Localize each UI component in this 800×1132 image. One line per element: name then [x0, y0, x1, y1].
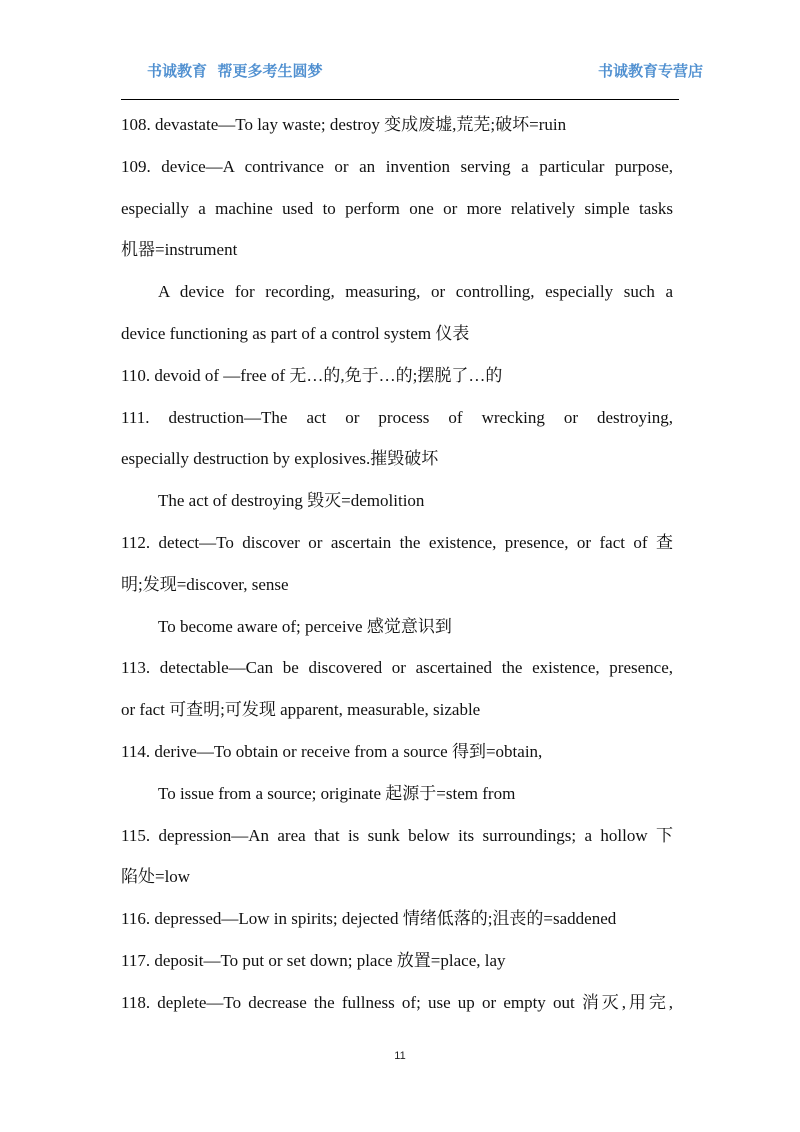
text-line: especially a machine used to perform one or more relatively simple tasks [121, 198, 673, 218]
text-line: 109. device—A contrivance or an invention serving a particular purpose, [121, 156, 673, 176]
text-line: The act of destroying 毁灭=demolition [158, 491, 425, 511]
text-line: 陷处=low [121, 867, 191, 887]
text-line: 118. deplete—To decrease the fullness of; use up or empty out 消灭,用完, [121, 992, 673, 1012]
text-line: 116. depressed—Low in spirits; dejected 情绪低落的;沮丧的=saddened [121, 909, 617, 929]
header-divider [121, 99, 679, 100]
text-line: To become aware of; perceive 感觉意识到 [158, 616, 452, 636]
text-line: especially destruction by explosives.摧毁破坏 [121, 449, 439, 469]
header-store-name: 书诚教育专营店 [597, 62, 703, 80]
text-line: 113. detectable—Can be discovered or ascertained the existence, presence, [121, 658, 673, 678]
text-line: 117. deposit—To put or set down; place 放置=place, lay [121, 950, 506, 970]
vocabulary-list [121, 104, 673, 1024]
text-line: 112. detect—To discover or ascertain the existence, presence, or fact of 查 [121, 532, 673, 552]
text-line: 114. derive—To obtain or receive from a source 得到=obtain, [121, 741, 543, 761]
page-header [121, 56, 703, 82]
text-line: 115. depression—An area that is sunk below its surroundings; a hollow 下 [121, 825, 673, 845]
page-number: 11 [394, 1050, 406, 1062]
text-line: A device for recording, measuring, or controlling, especially such a [158, 282, 673, 302]
text-line: or fact 可查明;可发现 apparent, measurable, sizable [121, 700, 481, 720]
text-line: 110. devoid of —free of 无…的,免于…的;摆脱了…的 [121, 365, 503, 385]
text-line: 机器=instrument [121, 240, 238, 260]
text-line: 111. destruction—The act or process of wrecking or destroying, [121, 407, 673, 427]
text-line: device functioning as part of a control system 仪表 [121, 323, 470, 343]
text-line: To issue from a source; originate 起源于=stem from [158, 783, 516, 803]
text-line: 明;发现=discover, sense [121, 574, 289, 594]
text-line: 108. devastate—To lay waste; destroy 变成废墟,荒芜;破坏=ruin [121, 115, 567, 134]
header-slogan: 书诚教育 帮更多考生圆梦 [147, 62, 323, 80]
